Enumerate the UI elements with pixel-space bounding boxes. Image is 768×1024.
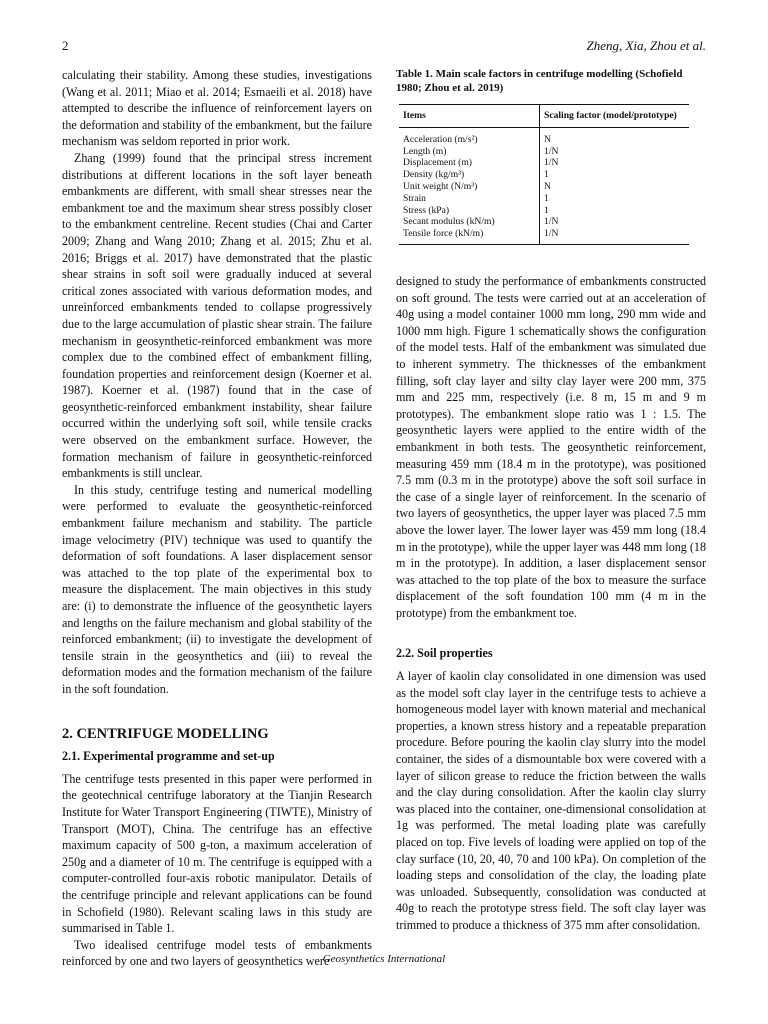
table-cell: Unit weight (N/m³) <box>399 181 540 193</box>
table-cell: Displacement (m) <box>399 157 540 169</box>
section-heading: 2. CENTRIFUGE MODELLING <box>62 725 269 742</box>
table-cell: Strain <box>399 193 540 205</box>
table-cell: N <box>544 180 551 192</box>
table-cell: 1 <box>544 192 549 204</box>
table-cell: Length (m) <box>399 146 540 158</box>
paragraph: calculating their stability. Among these studies, investigations (Wang et al. 2011; Miao et al. 2014; Esmaeili et al. 2018) have attempted to describe the influence of reinforcement layers on the deformation and stability of the embankment, but the failure mechanism was seldom reported in prior work. <box>62 68 372 149</box>
paragraph: Zhang (1999) found that the principal stress increment distributions at different locations in the soft layer beneath embankments are different, with small shear stresses near the embankment toe and the maximum shear stress possibly closer to the embankment centreline. Recent studies (Chai and Carter 2009; Zhang and Wang 2010; Zhang et al. 2015; Zhu et al. 2016; Briggs et al. 2017) have demonstrated that the plastic shear strains in soft soil were gradually induced at several critical zones associated with various deformation modes, and unreinforced embankments tended to collapse progressively due to the large accumulation of plastic shear strain. The failure mechanism in geosynthetic-reinforced embankment was more complex due to the combined effect of embankment filling, foundation properties and reinforcement design (Koerner et al. 1987). Koerner et al. (1987) found that in the case of geosynthetic-reinforced embankment instability, shear failure occurred within the underlying soft soil, while tensile cracks were observed on the embankment surface. However, the formation mechanism of failure in geosynthetic-reinforced embankments is still unclear. <box>62 150 372 481</box>
table-row <box>399 205 689 217</box>
paragraph: A layer of kaolin clay consolidated in one dimension was used as the model soft clay layer in the centrifuge tests to achieve a homogeneous model layer with known material and mechanical properties, a known stress history and a repeatable preparation procedure. Before pouring the kaolin clay slurry into the model container, the sides of a dismountable box were covered with a layer of silicon grease to reduce the friction between the walls and the clay during consolidation. After the kaolin clay slurry was placed into the container, one-dimensional consolidation at 1g was performed. The metal loading plate was carefully placed on top. Five levels of loading were applied on top of the clay surface (10, 20, 40, 70 and 100 kPa). On completion of the loading steps and consolidation of the clay, the loading plate was unloaded. Subsequently, consolidation was conducted at 40g to reach the prototype stress field. The soft clay layer was trimmed to produce a thickness of 375 mm after consolidation. <box>396 669 706 932</box>
left-column <box>62 67 372 970</box>
table-cell: N <box>544 133 551 145</box>
table-cell: 1 <box>544 169 549 181</box>
scale-factor-table <box>399 104 689 245</box>
right-column <box>396 273 706 934</box>
page-number: 2 <box>62 38 69 53</box>
table-cell: Stress (kPa) <box>399 205 540 217</box>
table-cell: 1/N <box>544 157 559 169</box>
table-row <box>399 157 689 169</box>
table-row <box>399 127 689 145</box>
paragraph: Two idealised centrifuge model tests of embankments reinforced by one and two layers of geosynthetics were <box>62 937 372 969</box>
running-head-authors: Zheng, Xia, Zhou et al. <box>586 38 706 53</box>
table-row <box>399 193 689 205</box>
table-cell: Secant modulus (kN/m) <box>399 216 540 228</box>
paragraph: In this study, centrifuge testing and numerical modelling were performed to evaluate the geosynthetic-reinforced embankment failure mechanism and stability. The particle image velocimetry (PIV) technique was used to quantify the deformation of soft foundations. A laser displacement sensor was attached to the top plate of the experimental box to measure the displacement. The main objectives in this study are: (i) to demonstrate the influence of the geosynthetic layers and lengths on the failure mechanism and global stability of the reinforced embankment; (ii) to investigate the development of tensile strain in the geosynthetics and (iii) to reveal the deformation modes and the formation mechanism of the failure in the soft foundation. <box>62 482 372 696</box>
table-cell: 1 <box>544 204 549 216</box>
table-header-cell: Scaling factor (model/prototype) <box>540 105 690 128</box>
journal-footer: Geosynthetics International <box>322 953 446 965</box>
table-row <box>399 146 689 158</box>
subsection-heading: 2.2. Soil properties <box>396 646 493 661</box>
table-row <box>399 181 689 193</box>
table-row <box>399 216 689 228</box>
paragraph: The centrifuge tests presented in this paper were performed in the geotechnical centrifuge laboratory at the Tianjin Research Institute for Water Transport Engineering (TIWTE), Ministry of Transport (MOT), China. The centrifuge has an effective maximum capacity of 500 g-ton, a maximum acceleration of 250g and a diameter of 10 m. The centrifuge is equipped with a computer-controlled four-axis robotic manipulator. Details of the centrifuge principle and relevant applications can be found in Schofield (1980). Relevant scaling laws in this study are summarised in Table 1. <box>62 771 372 936</box>
table-cell: 1/N <box>544 145 559 157</box>
table-cell: 1/N <box>540 228 690 244</box>
paragraph: designed to study the performance of embankments constructed on soft ground. The tests were carried out at an acceleration of 40g using a model container 1000 mm long, 290 mm wide and 1000 mm high. Figure 1 schematically shows the configuration of the model tests. Half of the embankment was simulated due to inherent symmetry. The thicknesses of the embankment filling, soft clay layer and silty clay layer were 200 mm, 375 mm and 225 mm, respectively (i.e. 8 m, 15 m and 9 m prototypes). The embankment slope ratio was 1 : 1.5. The geosynthetic layers were applied to the entire width of the embankment in both tests. The geosynthetic reinforcement, measuring 459 mm (18.4 m in the prototype), was positioned 7.5 mm (0.3 m in the prototype) above the soft soil surface in the case of a single layer of reinforcement. In the scenario of two layers of geosynthetics, the upper layer was placed 7.5 mm above the lower layer. The lower layer was 459 mm long (18.4 m in the prototype), while the upper layer was 448 mm long (18 m in the prototype). In addition, a laser displacement sensor was attached to the top plate of the box to measure the surface displacement of the soft foundation 100 mm (4 m in the prototype) from the embankment toe. <box>396 274 707 620</box>
table-1 <box>396 67 706 245</box>
table-caption: Table 1. Main scale factors in centrifuge modelling (Schofield 1980; Zhou et al. 2019) <box>396 68 683 94</box>
table-cell: 1/N <box>544 216 559 228</box>
subsection-heading: 2.1. Experimental programme and set-up <box>62 749 275 764</box>
table-row <box>399 169 689 181</box>
table-cell: Acceleration (m/s²) <box>399 127 540 145</box>
table-header-row <box>399 105 689 128</box>
table-row <box>399 228 689 244</box>
table-cell: Density (kg/m³) <box>399 169 540 181</box>
table-header-cell: Items <box>399 105 540 128</box>
table-cell: Tensile force (kN/m) <box>399 228 540 244</box>
